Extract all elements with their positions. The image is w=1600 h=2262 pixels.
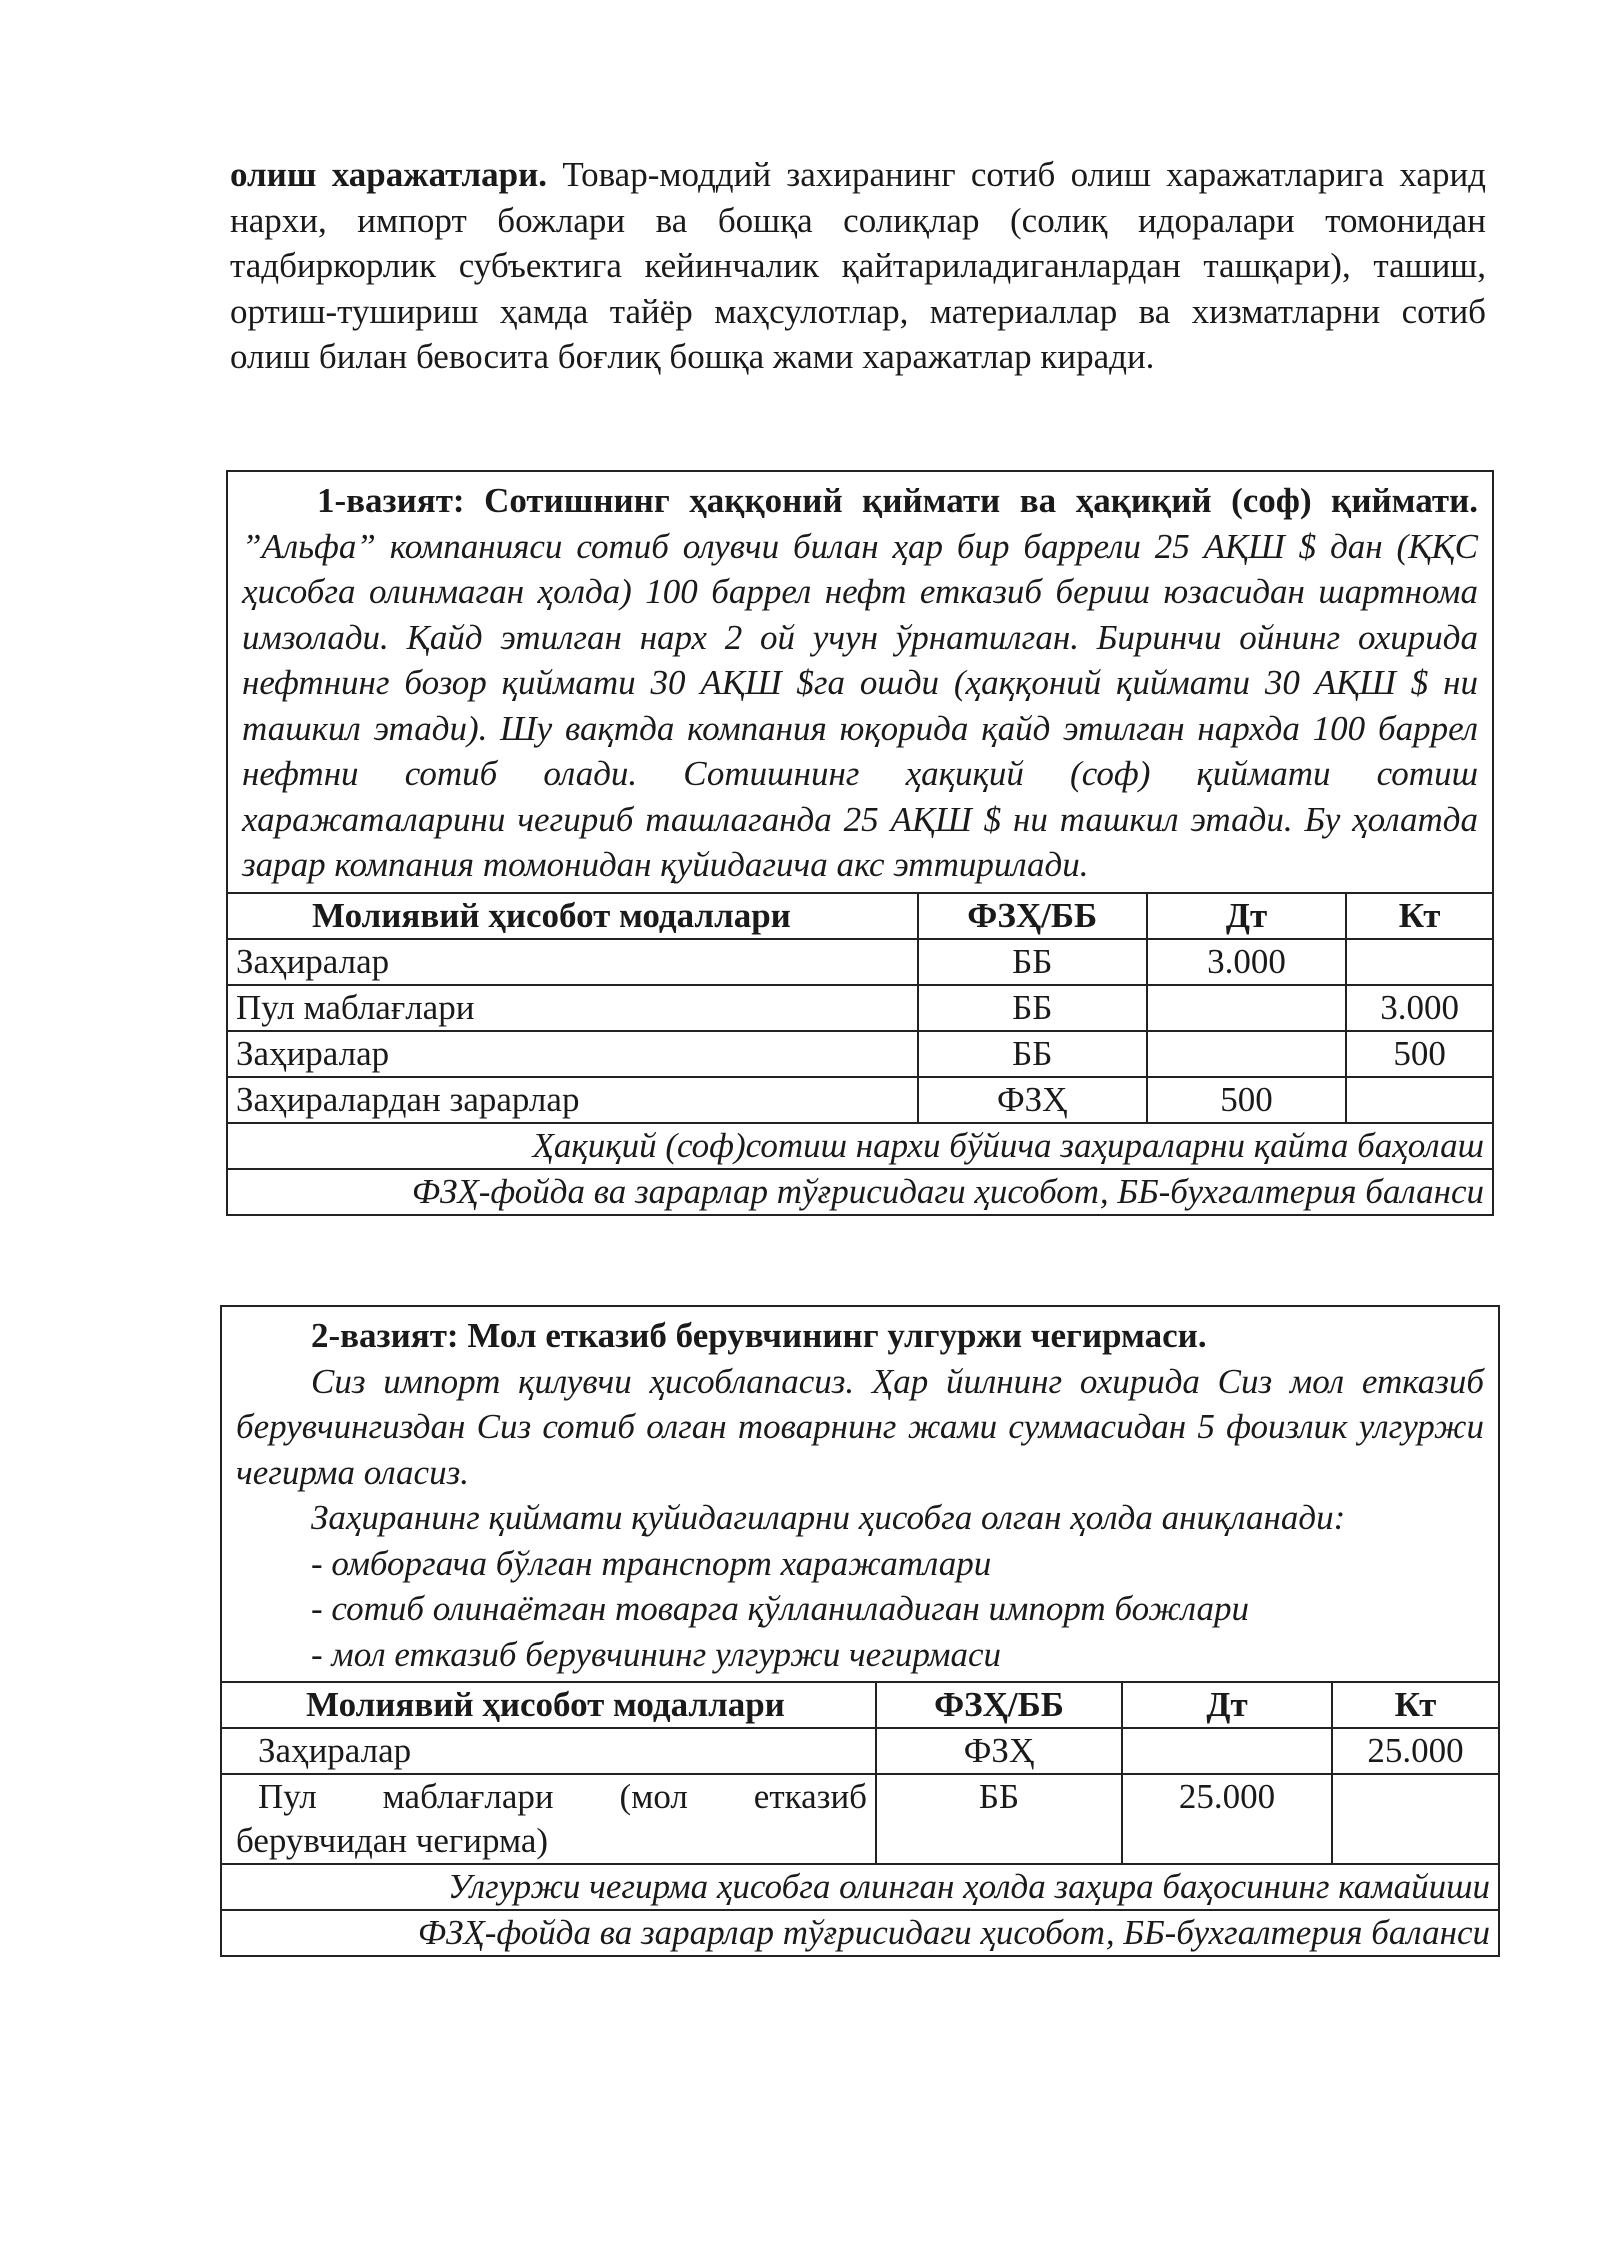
case1-note-revaluation: Ҳақиқий (соф)сотиш нархи бўйича заҳираларни қайта баҳолаш (228, 1123, 1492, 1169)
intro-term: олиш харажатлари. (230, 155, 548, 194)
header-kt: Кт (1346, 893, 1492, 939)
case1-title: 1-вазият: Сотишнинг ҳаққоний қиймати ва ҳақиқий (соф) қиймати. (317, 481, 1478, 520)
case2-note-abbreviations: ФЗҲ-фойда ва зарарлар тўғрисидаги ҳисобот, ББ-бухгалтерия баланси (222, 1910, 1498, 1955)
table-row (222, 1728, 1498, 1774)
case2-para2: Заҳиранинг қиймати қуйидагиларни ҳисобга олган ҳолда аниқланади: (311, 1498, 1346, 1537)
case2-bullet: - омборгача бўлган транспорт харажатлари (311, 1543, 992, 1583)
case1-table (228, 892, 1492, 1214)
case1-box (226, 470, 1494, 1216)
header-dt: Дт (1147, 893, 1346, 939)
table-header-row (222, 1682, 1498, 1728)
row-name-line2: берувчидан чегирма) (236, 1821, 549, 1860)
case2-table (222, 1681, 1498, 1955)
row-code: ББ (918, 939, 1147, 985)
row-name (222, 1774, 876, 1864)
row-name: Заҳиралардан зарарлар (228, 1077, 918, 1123)
row-kt: 500 (1346, 1031, 1492, 1077)
header-models: Молиявий ҳисобот модаллари (222, 1682, 876, 1728)
row-name: Пул маблағлари (228, 985, 918, 1031)
table-row (228, 1031, 1492, 1077)
row-code: ФЗҲ (918, 1077, 1147, 1123)
case1-body: ”Альфа” компанияси сотиб олувчи билан ҳар бир баррели 25 АҚШ $ дан (ҚҚС ҳисобга олинмаган ҳолда) 100 баррел нефт етказиб бериш юзасидан шартнома имзолади. Қайд этилган нарх 2 ой учун ўрнатилган. Биринчи ойнинг охирида нефтнинг бозор қиймати 30 АҚШ $га ошди (ҳаққоний қиймати 30 АҚШ $ ни ташкил этади). Шу вақтда компания юқорида қайд этилган нархда 100 баррел нефтни сотиб олади. Сотишнинг ҳақиқий (соф) қиймати сотиш харажаталарини чегириб ташлаганда 25 АҚШ $ ни ташкил этади. Бу ҳолатда зарар компания томонидан қуйидагича акс эттирилади. (242, 526, 1478, 884)
row-dt (1147, 1031, 1346, 1077)
table-note-row (222, 1864, 1498, 1910)
case1-text (228, 472, 1492, 892)
intro-paragraph (230, 152, 1486, 380)
row-kt: 3.000 (1346, 985, 1492, 1031)
case2-title: 2-вазият: Мол етказиб берувчининг улгуржи чегирмаси. (311, 1316, 1207, 1355)
row-code: ФЗҲ (876, 1728, 1122, 1774)
table-row (228, 1077, 1492, 1123)
row-kt (1346, 939, 1492, 985)
row-kt (1332, 1774, 1498, 1864)
row-kt (1346, 1077, 1492, 1123)
header-kt: Кт (1332, 1682, 1498, 1728)
header-dt: Дт (1122, 1682, 1332, 1728)
case2-note-discount: Улгуржи чегирма ҳисобга олинган ҳолда заҳира баҳосининг камайиши (222, 1864, 1498, 1910)
row-name: Заҳиралар (228, 1031, 918, 1077)
header-fzh-bb: ФЗҲ/ББ (876, 1682, 1122, 1728)
row-name: Заҳиралар (228, 939, 918, 985)
row-code: ББ (918, 985, 1147, 1031)
row-dt (1122, 1728, 1332, 1774)
table-header-row (228, 893, 1492, 939)
table-note-row (222, 1910, 1498, 1955)
case2-bullet: - сотиб олинаётган товарга қўлланиладиган импорт божлари (311, 1589, 1249, 1628)
intro-text: Товар-моддий захиранинг сотиб олиш харажатларига харид нархи, импорт божлари ва бошқа солиқлар (солиқ идоралари томонидан тадбиркорлик субъектига кейинчалик қайтариладиганлардан ташқари), ташиш, ортиш-тушириш ҳамда тайёр маҳсулотлар, материаллар ва хизматларни сотиб олиш билан бевосита боғлиқ бошқа жами харажатлар киради. (230, 155, 1486, 376)
case2-text (222, 1307, 1498, 1681)
header-fzh-bb: ФЗҲ/ББ (918, 893, 1147, 939)
row-dt (1147, 985, 1346, 1031)
table-row (228, 985, 1492, 1031)
table-note-row (228, 1169, 1492, 1214)
row-dt: 500 (1147, 1077, 1346, 1123)
case2-para1: Сиз импорт қилувчи ҳисоблanасиз. Ҳар йилнинг охирида Сиз мол етказиб берувчингиздан Сиз сотиб олган товарнинг жами суммасидан 5 фоизлик улгуржи чегирма оласиз. (236, 1361, 1484, 1492)
row-dt: 25.000 (1122, 1774, 1332, 1864)
case2-box (220, 1305, 1500, 1957)
row-kt: 25.000 (1332, 1728, 1498, 1774)
table-row (228, 939, 1492, 985)
row-code: ББ (918, 1031, 1147, 1077)
row-code: ББ (876, 1774, 1122, 1864)
header-models: Молиявий ҳисобот модаллари (228, 893, 918, 939)
case1-note-abbreviations: ФЗҲ-фойда ва зарарлар тўғрисидаги ҳисобот, ББ-бухгалтерия баланси (228, 1169, 1492, 1214)
row-name: Заҳиралар (222, 1728, 876, 1774)
row-name-line1: Пул маблағлари (мол етказиб (258, 1777, 867, 1816)
table-note-row (228, 1123, 1492, 1169)
case2-bullet: - мол етказиб берувчининг улгуржи чегирмаси (311, 1634, 1002, 1674)
row-dt: 3.000 (1147, 939, 1346, 985)
table-row (222, 1774, 1498, 1864)
